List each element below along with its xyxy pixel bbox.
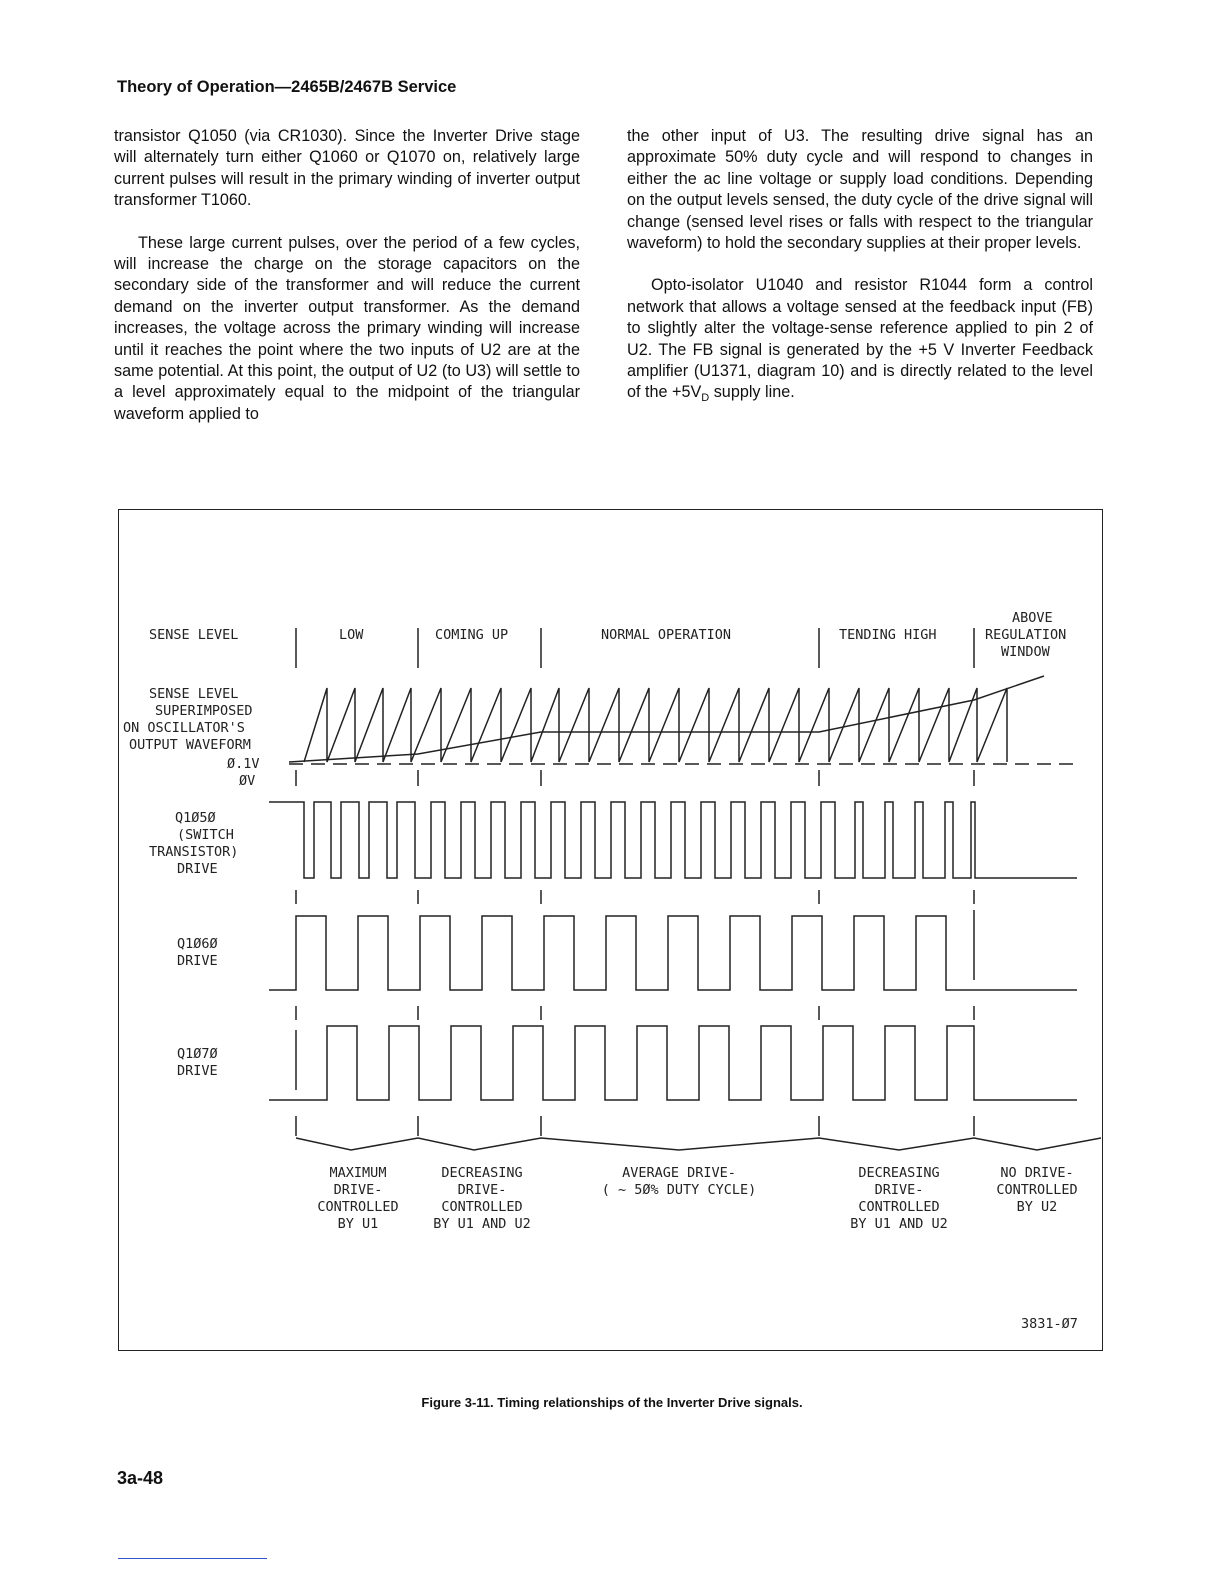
superimposed-label-2: SUPERIMPOSED bbox=[155, 703, 253, 719]
waveform-group bbox=[269, 628, 1101, 1150]
q1050-waveform bbox=[269, 802, 1077, 878]
region-normal: NORMAL OPERATION bbox=[601, 627, 732, 643]
note-no-drive-3: BY U2 bbox=[1016, 1199, 1058, 1215]
right-paragraph-2-text: Opto-isolator U1040 and resistor R1044 form a control network that allows a voltage sensed at the feedback input (FB) to slightly alter the voltage-sense reference applied to pin 2 of U2. The FB signal is generated by the +5 V Inverter Feedback amplifier (U1371, diagram 10) and is directly related to the level of the +5V bbox=[627, 276, 1093, 402]
figure-frame bbox=[118, 509, 1103, 1351]
note-decreasing1-3: CONTROLLED bbox=[441, 1199, 523, 1215]
right-paragraph-1: the other input of U3. The resulting drive signal has an approximate 50% duty cycle and will respond to changes in either the ac line voltage or supply load conditions. Depending on the output levels sensed, the duty cycle of the drive signal will change (sensed level rises or falls with respect to the triangular waveform) to hold the secondary supplies at their proper levels. bbox=[627, 127, 1093, 253]
q1070-label-1: Q1Ø7Ø bbox=[177, 1046, 218, 1062]
footer-rule bbox=[118, 1558, 267, 1559]
region-above-2: REGULATION bbox=[985, 627, 1067, 643]
note-maximum-1: MAXIMUM bbox=[329, 1165, 387, 1181]
figure-labels bbox=[123, 610, 1078, 1332]
superimposed-label-4: OUTPUT WAVEFORM bbox=[129, 737, 251, 753]
q1050-label-2: (SWITCH bbox=[177, 827, 234, 843]
q1070-label-2: DRIVE bbox=[177, 1063, 218, 1079]
region-low: LOW bbox=[339, 627, 364, 643]
left-column bbox=[114, 126, 580, 446]
note-no-drive-1: NO DRIVE- bbox=[1000, 1165, 1074, 1181]
note-decreasing1-2: DRIVE- bbox=[457, 1182, 507, 1198]
region-above-1: ABOVE bbox=[1012, 610, 1053, 626]
q1060-waveform bbox=[269, 916, 1077, 990]
note-no-drive-2: CONTROLLED bbox=[996, 1182, 1078, 1198]
region-tending-high: TENDING HIGH bbox=[839, 627, 937, 643]
q1050-label-1: Q1Ø5Ø bbox=[175, 810, 216, 826]
superimposed-label-3: ON OSCILLATOR'S bbox=[123, 720, 245, 736]
region-coming-up: COMING UP bbox=[435, 627, 509, 643]
region-above-3: WINDOW bbox=[1001, 644, 1050, 660]
left-paragraph-2: These large current pulses, over the period of a few cycles, will increase the charge on the storage capacitors on the secondary side of the transformer and will reduce the current demand on the inverter output transformer. As the demand increases, the voltage across the primary winding will increase until it reaches the point where the two inputs of U2 are at the same potential. At this point, the output of U2 (to U3) will settle to a level approximately equal to the midpoint of the triangular waveform applied to bbox=[114, 233, 580, 423]
note-decreasing2-4: BY U1 AND U2 bbox=[850, 1216, 948, 1232]
subscript-d: D bbox=[701, 392, 710, 405]
q1050-label-3: TRANSISTOR) bbox=[149, 844, 239, 860]
note-decreasing2-3: CONTROLLED bbox=[858, 1199, 940, 1215]
region-notes bbox=[317, 1165, 1077, 1232]
timing-diagram bbox=[119, 510, 1102, 1350]
note-average-2: ( ~ 5Ø% DUTY CYCLE) bbox=[601, 1182, 757, 1198]
page-number: 3a-48 bbox=[117, 1468, 164, 1488]
region-braces bbox=[296, 1138, 1101, 1150]
right-column bbox=[627, 126, 1093, 431]
q1060-ticks bbox=[296, 910, 974, 1020]
zero-volt-ticks bbox=[296, 770, 974, 786]
running-header: Theory of Operation—2465B/2467B Service bbox=[117, 78, 457, 96]
q1070-waveform bbox=[269, 1026, 1077, 1100]
note-decreasing2-1: DECREASING bbox=[858, 1165, 940, 1181]
q1060-label-1: Q1Ø6Ø bbox=[177, 936, 218, 952]
q1070-ticks bbox=[296, 1030, 974, 1136]
q1050-ticks bbox=[296, 890, 974, 904]
figure-caption: Figure 3-11. Timing relationships of the Inverter Drive signals. bbox=[421, 1395, 803, 1410]
q1060-label-2: DRIVE bbox=[177, 953, 218, 969]
superimposed-label-1: SENSE LEVEL bbox=[149, 686, 239, 702]
note-maximum-2: DRIVE- bbox=[333, 1182, 383, 1198]
figure-id: 3831-Ø7 bbox=[1021, 1316, 1078, 1332]
sense-level-label: SENSE LEVEL bbox=[149, 627, 239, 643]
note-maximum-3: CONTROLLED bbox=[317, 1199, 399, 1215]
note-decreasing2-2: DRIVE- bbox=[874, 1182, 924, 1198]
right-paragraph-2-end: supply line. bbox=[709, 383, 795, 402]
note-maximum-4: BY U1 bbox=[337, 1216, 379, 1232]
point-one-volt-label: Ø.1V bbox=[227, 756, 260, 772]
right-paragraph-2 bbox=[627, 275, 1093, 410]
q1050-label-4: DRIVE bbox=[177, 861, 218, 877]
zero-volt-label: ØV bbox=[239, 773, 256, 789]
oscillator-waveform bbox=[304, 688, 1007, 762]
left-paragraph-1: transistor Q1050 (via CR1030). Since the Inverter Drive stage will alternately turn either Q1060 or Q1070 on, relatively large current pulses will result in the primary winding of inverter output transformer T1060. bbox=[114, 127, 580, 210]
note-decreasing1-4: BY U1 AND U2 bbox=[433, 1216, 531, 1232]
note-decreasing1-1: DECREASING bbox=[441, 1165, 523, 1181]
note-average-1: AVERAGE DRIVE- bbox=[622, 1165, 736, 1181]
